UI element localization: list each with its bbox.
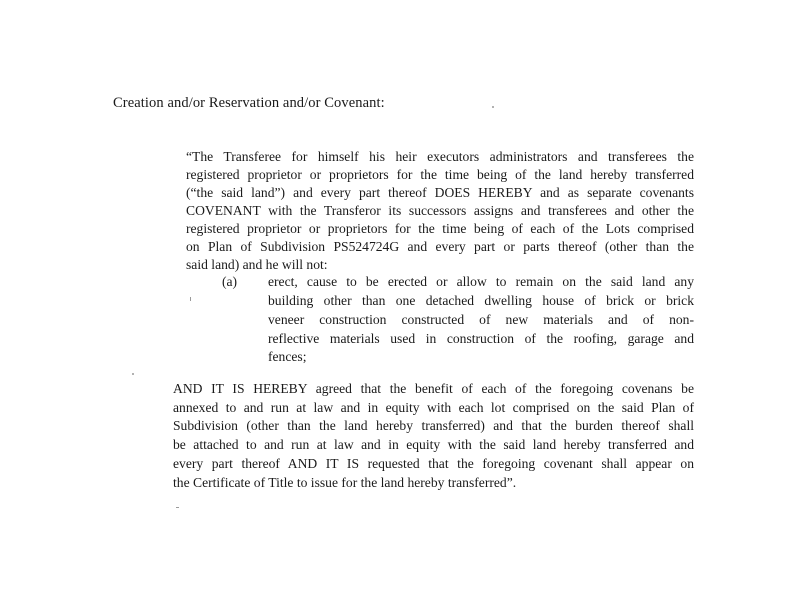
covenant-line: registered proprietor or proprietors for the time being of the land hereby transferred bbox=[186, 167, 694, 182]
benefit-line: the Certificate of Title to issue for the land hereby transferred”. bbox=[173, 475, 517, 490]
covenant-line: (“the said land”) and every part thereof DOES HEREBY and as separate covenants bbox=[186, 185, 694, 200]
scan-speck bbox=[176, 507, 179, 508]
clause-line: fences; bbox=[268, 349, 307, 364]
benefit-line: AND IT IS HEREBY agreed that the benefit of each of the foregoing covenans be bbox=[173, 381, 694, 396]
covenant-line: registered proprietor or proprietors for the time being of each of the Lots comprised bbox=[186, 221, 694, 236]
clause-line: building other than one detached dwelling house of brick or brick bbox=[268, 293, 694, 308]
benefit-line: annexed to and run at law and in equity with each lot comprised on the said Plan of bbox=[173, 400, 694, 415]
benefit-line: every part thereof AND IT IS requested that the foregoing covenant shall appear on bbox=[173, 456, 694, 471]
covenant-line: COVENANT with the Transferor its successors assigns and transferees and other the bbox=[186, 203, 694, 218]
covenant-line: said land) and he will not: bbox=[186, 257, 328, 272]
scan-speck bbox=[190, 297, 191, 301]
scan-speck bbox=[132, 373, 134, 375]
benefit-line: Subdivision (other than the land hereby transferred) and that the burden thereof shall bbox=[173, 418, 694, 433]
benefit-line: be attached to and run at law and in equity with the said land hereby transferred and bbox=[173, 437, 694, 452]
covenant-line: on Plan of Subdivision PS524724G and every part or parts thereof (other than the bbox=[186, 239, 694, 254]
clause-line: veneer construction constructed of new materials and of non- bbox=[268, 312, 694, 327]
clause-line: erect, cause to be erected or allow to remain on the said land any bbox=[268, 274, 694, 289]
covenant-line: “The Transferee for himself his heir executors administrators and transferees the bbox=[186, 149, 694, 164]
clause-label: (a) bbox=[222, 274, 238, 289]
clause-line: reflective materials used in construction of the roofing, garage and bbox=[268, 331, 694, 346]
scan-speck bbox=[492, 106, 494, 108]
section-heading: Creation and/or Reservation and/or Covenant: bbox=[113, 95, 385, 111]
